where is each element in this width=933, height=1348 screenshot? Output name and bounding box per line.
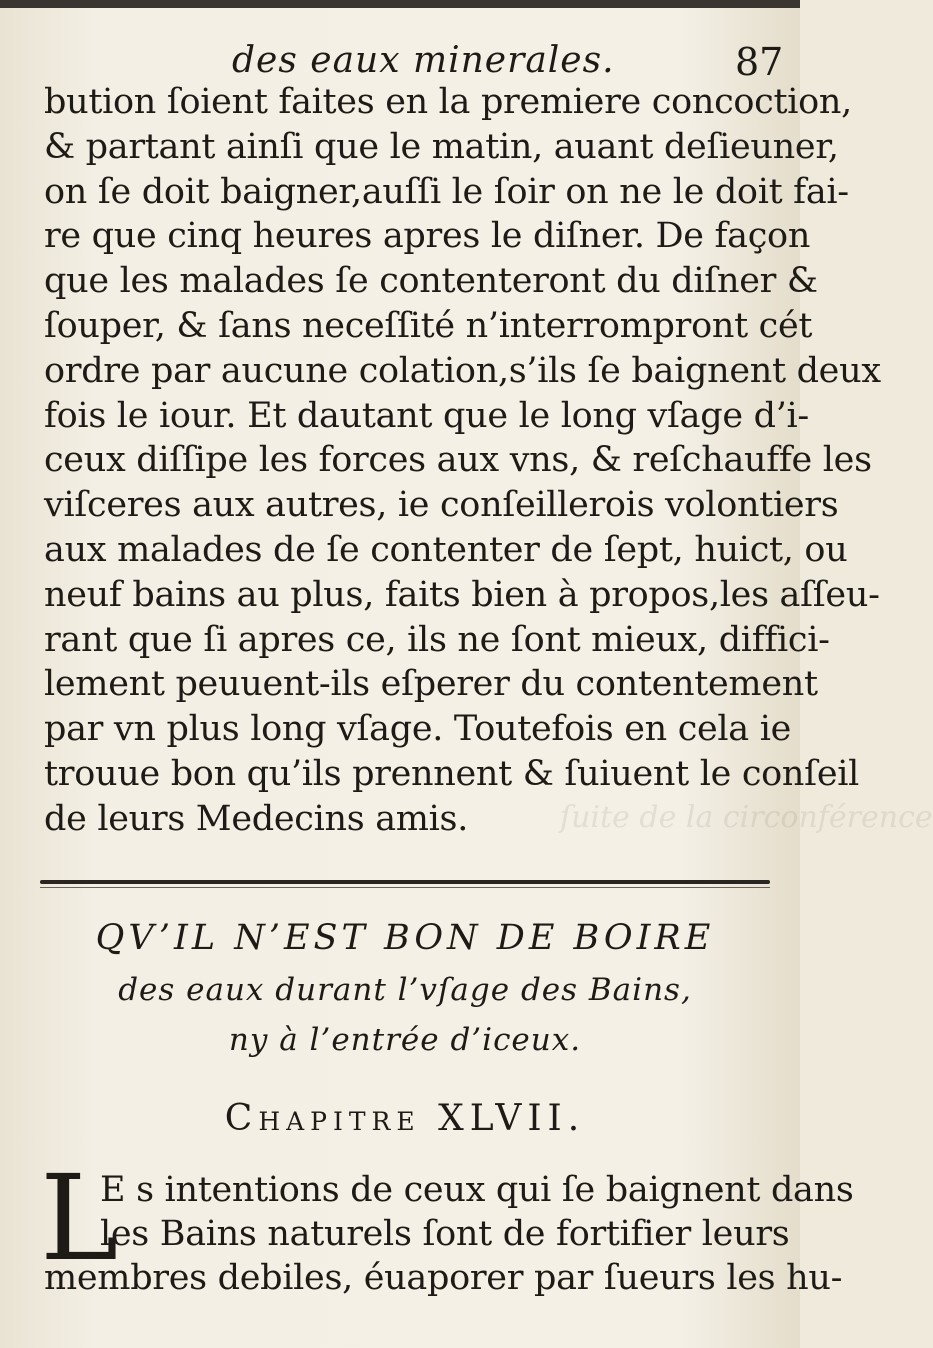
text-line: ſouper, & ſans neceſſité n’interrompront cét [44,305,813,346]
page-top-edge [0,0,800,8]
text-line: ordre par aucune colation,s’ils ſe baignent deux [44,350,881,391]
text-line: aux malades de ſe contenter de ſept, huict, ou [44,529,848,570]
section-divider [40,880,770,884]
text-line: membres debiles, éuaporer par ſueurs les hu- [44,1258,843,1298]
running-head-title: des eaux minerales. [232,40,615,81]
page-number: 87 [735,40,784,84]
text-line: neuf bains au plus, faits bien à propos,les aſſeu- [44,574,880,615]
text-line: trouue bon qu’ils prennent & ſuiuent le conſeil [44,753,860,794]
text-line: viſceres aux autres, ie conſeillerois volontiers [44,485,839,526]
chapter-label: Chapitre XLVII. [224,1098,586,1139]
text-line: rant que ſi apres ce, ils ne ſont mieux, diffici- [44,619,830,660]
section-heading-line-2: des eaux durant l’vſage des Bains, [118,972,692,1008]
text-line: bution ſoient faites en la premiere concoction, [44,82,852,122]
section-heading-line-1: QV’IL N’EST BON DE BOIRE [95,918,715,958]
text-line: par vn plus long vſage. Toutefois en cela ie [44,709,792,750]
paragraph-1 [44,80,881,842]
text-line: fois le iour. Et dautant que le long vſage d’i- [44,395,809,436]
text-line: de leurs Medecins amis. [44,798,469,839]
section-divider-thin [40,887,770,888]
paragraph-2-full [44,1256,843,1300]
paragraph-2-indented [100,1168,854,1256]
section-heading-line-3: ny à l’entrée d’iceux. [228,1022,582,1058]
text-line: E s intentions de ceux qui ſe baignent dans [100,1170,854,1210]
text-line: re que cinq heures apres le diſner. De façon [44,216,811,257]
text-line: on ſe doit baigner,auſſi le ſoir on ne le doit fai- [44,171,849,212]
show-through-text: ſuite de la circonférence [560,800,933,835]
text-line: lement peuuent-ils eſperer du contentement [44,664,818,705]
text-line: & partant ainſi que le matin, auant deſieuner, [44,126,839,167]
text-line: les Bains naturels ſont de fortifier leurs [100,1214,790,1254]
text-line: que les malades ſe contenteront du diſner & [44,261,818,302]
text-line: ceux diſſipe les forces aux vns, & reſchauffe les [44,440,872,481]
drop-cap: L [40,1149,119,1287]
